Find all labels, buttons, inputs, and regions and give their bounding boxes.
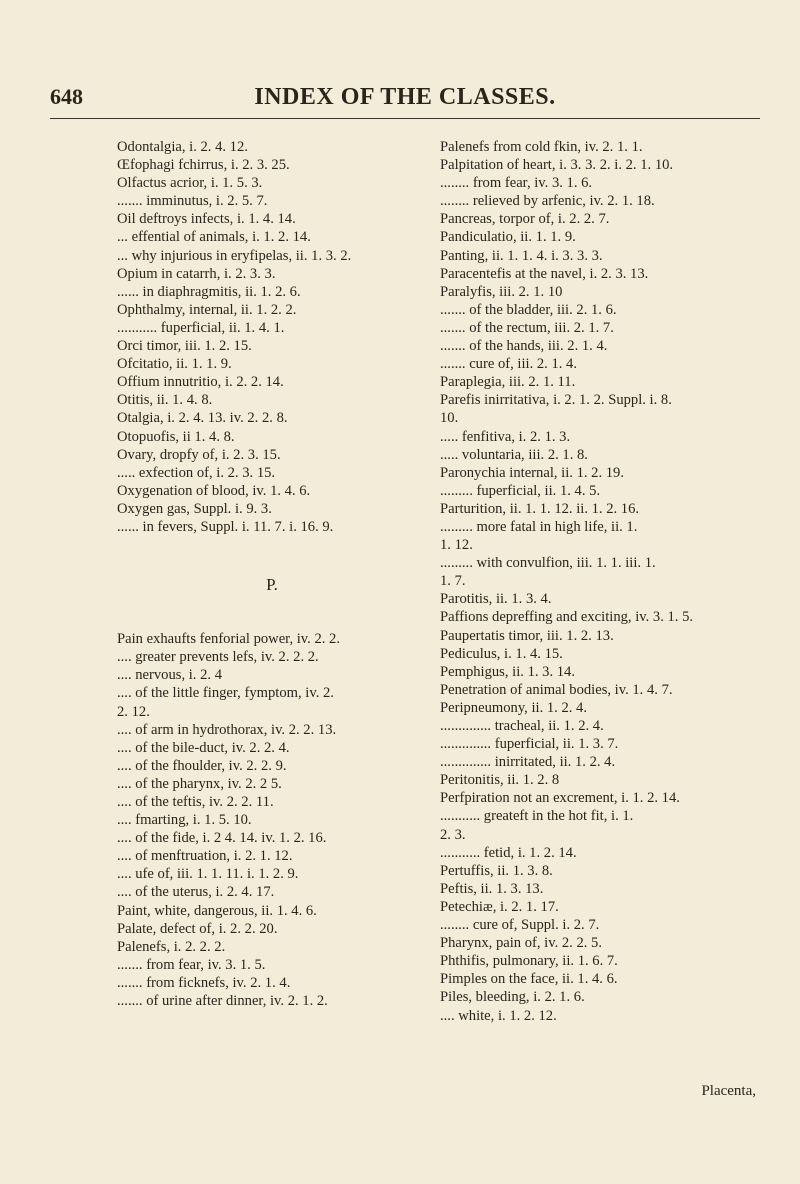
- index-entry: .... fmarting, i. 1. 5. 10.: [117, 812, 252, 829]
- index-entry: ..... fenfitiva, i. 2. 1. 3.: [440, 428, 571, 445]
- index-entry: ........... fuperficial, ii. 1. 4. 1.: [117, 319, 285, 336]
- index-entry: Opium in catarrh, i. 2. 3. 3.: [117, 265, 276, 282]
- right-column: [440, 138, 755, 1025]
- entries-p: [117, 630, 427, 1010]
- index-entry: Pancreas, torpor of, i. 2. 2. 7.: [440, 211, 610, 228]
- page-number: 648: [50, 84, 83, 109]
- index-entry: Paffions depreffing and exciting, iv. 3. 1. 5.: [440, 609, 694, 626]
- index-entry: Pandiculatio, ii. 1. 1. 9.: [440, 229, 576, 246]
- index-entry: Perfpiration not an excrement, i. 1. 2. 14.: [440, 790, 680, 807]
- index-entry: Phthifis, pulmonary, ii. 1. 6. 7.: [440, 953, 618, 970]
- index-entry: Pain exhaufts fenforial power, iv. 2. 2.: [117, 631, 340, 648]
- index-entry: ........... greateft in the hot fit, i. 1.: [440, 808, 634, 825]
- catchword: Placenta,: [701, 1083, 756, 1099]
- index-entry: ...... in fevers, Suppl. i. 11. 7. i. 16. 9.: [117, 518, 334, 535]
- index-entry: Panting, ii. 1. 1. 4. i. 3. 3. 3.: [440, 247, 603, 264]
- index-entry: ....... of the hands, iii. 2. 1. 4.: [440, 338, 608, 355]
- index-entry: ....... imminutus, i. 2. 5. 7.: [117, 193, 268, 210]
- index-entry: 10.: [440, 410, 459, 427]
- index-entry: .... of arm in hydrothorax, iv. 2. 2. 13.: [117, 721, 337, 738]
- index-entry: ......... fuperficial, ii. 1. 4. 5.: [440, 482, 601, 499]
- index-entry: ........... fetid, i. 1. 2. 14.: [440, 844, 577, 861]
- index-entry: Palate, defect of, i. 2. 2. 20.: [117, 920, 278, 937]
- index-entry: Oxygen gas, Suppl. i. 9. 3.: [117, 500, 272, 517]
- index-entry: Piles, bleeding, i. 2. 1. 6.: [440, 989, 585, 1006]
- index-entry: Parotitis, ii. 1. 3. 4.: [440, 591, 552, 608]
- index-entry: Paint, white, dangerous, ii. 1. 4. 6.: [117, 902, 317, 919]
- index-entry: ....... of urine after dinner, iv. 2. 1. 2.: [117, 993, 328, 1010]
- index-entry: .............. fuperficial, ii. 1. 3. 7.: [440, 736, 619, 753]
- index-entry: Petechiæ, i. 2. 1. 17.: [440, 898, 559, 915]
- entries-o: [117, 138, 427, 536]
- index-entry: Pediculus, i. 1. 4. 15.: [440, 645, 563, 662]
- index-entry: Ovary, dropfy of, i. 2. 3. 15.: [117, 446, 281, 463]
- index-entry: Odontalgia, i. 2. 4. 12.: [117, 139, 248, 155]
- index-entry: Pertuffis, ii. 1. 3. 8.: [440, 862, 553, 879]
- index-entry: .............. tracheal, ii. 1. 2. 4.: [440, 718, 604, 734]
- index-entry: ...... in diaphragmitis, ii. 1. 2. 6.: [117, 283, 301, 300]
- index-entry: Parturition, ii. 1. 1. 12. ii. 1. 2. 16.: [440, 500, 640, 517]
- index-entry: Offium innutritio, i. 2. 2. 14.: [117, 374, 284, 391]
- index-entry: Oxygenation of blood, iv. 1. 4. 6.: [117, 482, 311, 499]
- index-entry: Paraplegia, iii. 2. 1. 11.: [440, 374, 576, 391]
- index-entry: ....... from fear, iv. 3. 1. 5.: [117, 956, 266, 973]
- index-entry: Pharynx, pain of, iv. 2. 2. 5.: [440, 935, 602, 952]
- index-entry: ....... of the rectum, iii. 2. 1. 7.: [440, 319, 614, 336]
- index-entry: Palenefs from cold fkin, iv. 2. 1. 1.: [440, 139, 643, 155]
- index-entry: Oil deftroys infects, i. 1. 4. 14.: [117, 211, 296, 228]
- index-entry: ..... voluntaria, iii. 2. 1. 8.: [440, 446, 588, 463]
- index-entry: .... of the bile-duct, iv. 2. 2. 4.: [117, 739, 290, 756]
- index-entry: Otitis, ii. 1. 4. 8.: [117, 392, 213, 409]
- index-entry: Peftis, ii. 1. 3. 13.: [440, 880, 544, 897]
- index-entry: ....... from ficknefs, iv. 2. 1. 4.: [117, 974, 291, 991]
- index-entry: Ophthalmy, internal, ii. 1. 2. 2.: [117, 301, 297, 318]
- index-entry: .... of the teftis, iv. 2. 2. 11.: [117, 794, 274, 810]
- left-column: [117, 138, 427, 1010]
- index-entry: 1. 12.: [440, 537, 473, 554]
- index-entry: ..... exfection of, i. 2. 3. 15.: [117, 464, 276, 481]
- index-entry: .... greater prevents lefs, iv. 2. 2. 2.: [117, 649, 319, 666]
- index-entry: Peripneumony, ii. 1. 2. 4.: [440, 699, 588, 716]
- index-entry: Otopuofis, ii 1. 4. 8.: [117, 428, 235, 445]
- index-entry: .... of the uterus, i. 2. 4. 17.: [117, 884, 275, 901]
- section-letter-p: P.: [266, 576, 278, 595]
- index-entry: Paracentefis at the navel, i. 2. 3. 13.: [440, 265, 649, 282]
- index-entry: .... of the little finger, fymptom, iv. 2.: [117, 685, 334, 702]
- index-entry: ......... with convulfion, iii. 1. 1. iii. 1.: [440, 555, 656, 572]
- index-entry: ... why injurious in eryfipelas, ii. 1. 3. 2.: [117, 247, 352, 264]
- index-entry: Orci timor, iii. 1. 2. 15.: [117, 338, 252, 355]
- index-entry: .... of menftruation, i. 2. 1. 12.: [117, 848, 293, 865]
- index-entry: .... of the fhoulder, iv. 2. 2. 9.: [117, 757, 287, 774]
- index-entry: .... white, i. 1. 2. 12.: [440, 1007, 557, 1024]
- index-entry: ........ cure of, Suppl. i. 2. 7.: [440, 917, 600, 934]
- index-entry: Ofcitatio, ii. 1. 1. 9.: [117, 356, 232, 373]
- index-entry: .... of the fide, i. 2 4. 14. iv. 1. 2. 16.: [117, 830, 327, 847]
- index-entry: Œfophagi fchirrus, i. 2. 3. 25.: [117, 157, 290, 174]
- index-entry: .... nervous, i. 2. 4: [117, 667, 222, 684]
- index-entry: .............. inirritated, ii. 1. 2. 4.: [440, 754, 616, 771]
- index-entry: 1. 7.: [440, 573, 466, 590]
- index-entry: Palenefs, i. 2. 2. 2.: [117, 938, 226, 955]
- index-entry: Pimples on the face, ii. 1. 4. 6.: [440, 971, 618, 988]
- index-entry: 2. 3.: [440, 826, 466, 843]
- index-entry: .... ufe of, iii. 1. 1. 11. i. 1. 2. 9.: [117, 866, 299, 883]
- index-entry: .... of the pharynx, iv. 2. 2 5.: [117, 775, 282, 792]
- index-entry: Otalgia, i. 2. 4. 13. iv. 2. 2. 8.: [117, 410, 288, 427]
- index-entry: Palpitation of heart, i. 3. 3. 2. i. 2. 1. 10.: [440, 157, 674, 174]
- index-entry: ......... more fatal in high life, ii. 1.: [440, 518, 638, 535]
- index-entry: Pemphigus, ii. 1. 3. 14.: [440, 663, 575, 680]
- running-head: INDEX OF THE CLASSES.: [254, 84, 556, 110]
- index-entry: Penetration of animal bodies, iv. 1. 4. 7.: [440, 681, 673, 698]
- index-entry: Olfactus acrior, i. 1. 5. 3.: [117, 175, 263, 192]
- index-entry: Paupertatis timor, iii. 1. 2. 13.: [440, 627, 614, 644]
- index-entry: ... effential of animals, i. 1. 2. 14.: [117, 229, 311, 246]
- index-entry: Paralyfis, iii. 2. 1. 10: [440, 283, 563, 300]
- index-entry: ........ from fear, iv. 3. 1. 6.: [440, 175, 593, 192]
- index-entry: 2. 12.: [117, 703, 150, 720]
- page-header: [50, 84, 760, 119]
- index-entry: ........ relieved by arfenic, iv. 2. 1. 18.: [440, 193, 655, 210]
- index-entry: Peritonitis, ii. 1. 2. 8: [440, 772, 560, 789]
- index-entry: Paronychia internal, ii. 1. 2. 19.: [440, 464, 625, 481]
- index-entry: ....... of the bladder, iii. 2. 1. 6.: [440, 301, 617, 318]
- entries-right: [440, 138, 755, 1025]
- index-entry: Parefis inirritativa, i. 2. 1. 2. Suppl. i. 8.: [440, 392, 672, 409]
- index-entry: ....... cure of, iii. 2. 1. 4.: [440, 356, 577, 373]
